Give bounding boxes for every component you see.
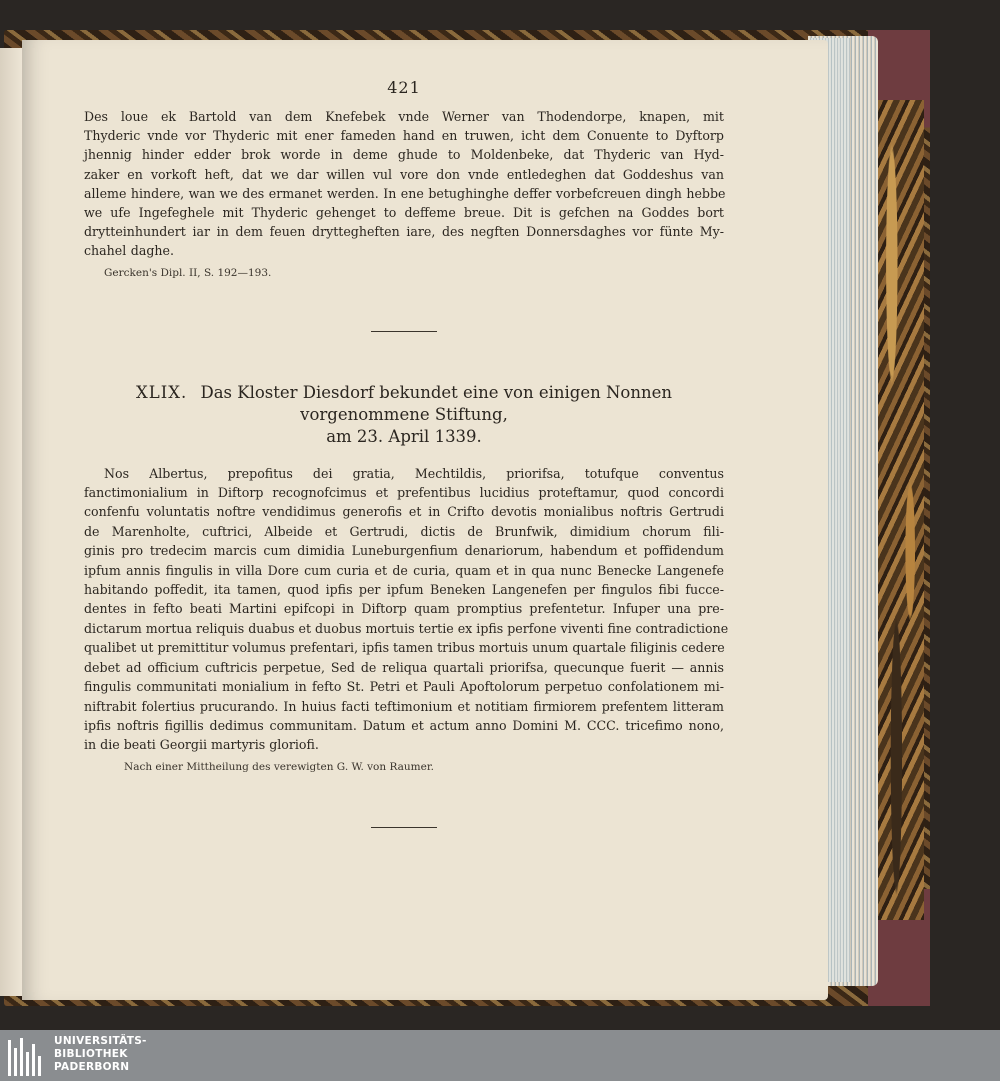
text-line: habitando poffedit, ita tamen, quod ipfis per ipfum Beneken Langenefen per fingulos fibi fucce- [84,582,724,598]
text-line: Nos Albertus, prepofitus dei gratia, Mechtildis, priorifsa, totufque conventus [104,465,724,481]
text-line: ginis pro tredecim marcis cum dimidia Luneburgenfium denariorum, habendum et poffidendum [84,543,724,559]
text-line: in die beati Georgii martyris gloriofi. [84,737,319,753]
text-line: ipfis noftris figillis dedimus communitam. Datum et actum anno Domini M. CCC. tricefimo nono, [84,717,724,733]
section-title-line-1: Das Kloster Diesdorf bekundet eine von einigen Nonnen vorgenommene Stiftung, [200,382,672,424]
text-line: Thyderic vnde vor Thyderic mit ener fameden hand en truwen, icht dem Conuente to Dyftorp [84,128,724,144]
section-heading [84,382,724,448]
text-line: jhennig hinder edder brok worde in deme ghude to Moldenbeke, dat Thyderic van Hyd- [84,147,724,163]
marbled-endpaper [878,100,924,920]
text-line: Des loue ek Bartold van dem Knefebek vnde Werner van Thodendorpe, knapen, mit [84,109,724,124]
text-line: ipfum annis fingulis in villa Dore cum curia et de curia, quam et in qua nunc Benecke Langenefe [84,562,724,578]
text-line: fingulis communitati monialium in fefto St. Petri et Pauli Apoftolorum perpetuo confolationem mi- [84,679,724,695]
text-line: fanctimonialium in Diftorp recognofcimus et prefentibus lucidius proteftamur, quod concordi [84,485,724,501]
text-line: we ufe Ingefeghele mit Thyderic gehenget to deffeme breue. Dit is gefchen na Goddes bort [84,205,724,221]
scanned-page [22,40,828,1000]
section-title-line-2: am 23. April 1339. [326,426,482,446]
source-citation-1: Gercken's Dipl. II, S. 192—193. [104,266,272,279]
source-citation-2: Nach einer Mittheilung des verewigten G. W. von Raumer. [124,760,435,773]
text-line: dictarum mortua reliquis duabus et duobus mortuis tertie ex ipfis perfone viventi fine contradictione [84,620,729,636]
text-line: dentes in fefto beati Martini epifcopi in Diftorp quam promptius prefentetur. Infuper una pre- [84,601,724,617]
text-line: qualibet ut premittitur volumus prefentari, ipfis tamen tribus mortuis unum quartale filiginis cedere [84,640,725,656]
library-name[interactable]: UNIVERSITÄTS- BIBLIOTHEK PADERBORN [54,1035,147,1073]
page-number: 421 [387,78,421,97]
text-line: de Marenholte, cuftrici, Albeide et Gertrudi, dictis de Brunfwik, dimidium chorum fili- [84,523,724,539]
text-line: chahel daghe. [84,243,174,259]
document-paragraph-1 [84,107,724,261]
library-footer-bar [0,1030,1000,1081]
section-divider-end [371,827,437,828]
text-line: alleme hindere, wan we des ermanet werden. In ene betughinghe deffer vorbefcreuen dingh hebbe [84,185,726,201]
text-line: confenfu voluntatis noftre vendidimus generofis et in Crifto devotis monialibus noftris Gertrudi [84,504,724,520]
document-paragraph-2 [84,464,729,755]
text-line: niftrabit folertius prucurando. In huius facti teftimonium et notitiam firmiorem prefentem litteram [84,698,724,714]
section-divider [371,331,437,332]
section-number: XLIX. [136,382,188,402]
text-line: debet ad officium cuftricis perpetue, Sed de reliqua quartali priorifsa, quecunque fuerit — annis [84,659,724,675]
page-content [84,78,729,828]
text-line: drytteinhundert iar in dem feuen dryttegheften iare, des negften Donnersdaghes vor fünte My- [84,224,724,240]
text-line: zaker en vorkoft heft, dat we dar willen vul vore don vnde entledeghen dat Goddeshus van [84,166,724,182]
library-logo-icon [6,1036,46,1076]
